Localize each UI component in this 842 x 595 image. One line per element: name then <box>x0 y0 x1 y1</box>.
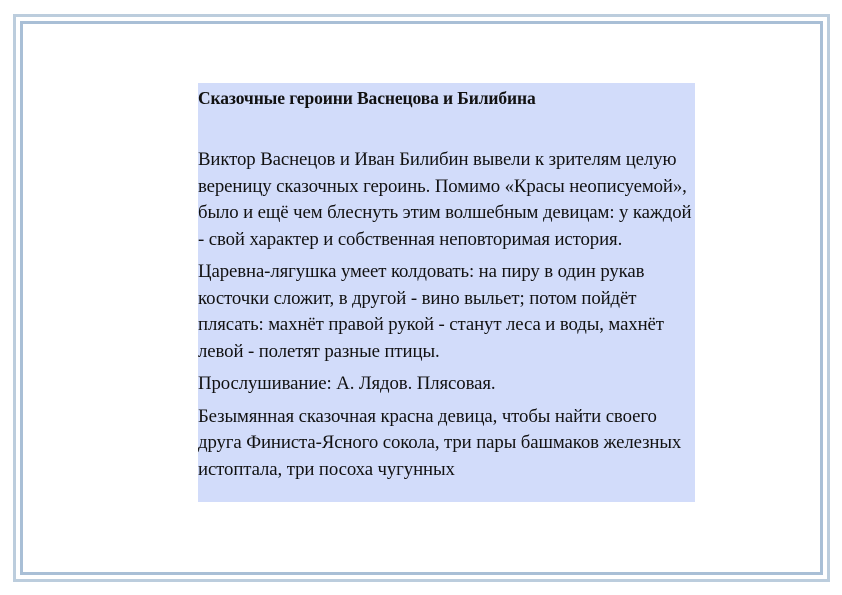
paragraph-listening: Прослушивание: А. Лядов. Плясовая. <box>198 373 496 394</box>
paragraph-frog-princess: Царевна-лягушка умеет колдовать: на пиру в один рукав косточки сложит, в другой - вино выльет; потом пойдёт плясать: махнёт правой рукой - станут леса и воды, махнёт левой - полетят разные птицы. <box>198 261 664 362</box>
paragraph-intro: Виктор Васнецов и Иван Билибин вывели к зрителям целую вереницу сказочных героинь. Помимо «Красы неописуемой», было и ещё чем блеснуть этим волшебным девицам: у каждой - свой характер и собственная неповторимая история. <box>198 149 692 250</box>
slide-title: Сказочные героини Васнецова и Билибина <box>198 88 536 108</box>
text-box <box>198 83 695 502</box>
paragraph-nameless-maiden: Безымянная сказочная красна девица, чтобы найти своего друга Финиста-Ясного сокола, три пары башмаков железных истоптала, три посоха чугунных <box>198 405 682 480</box>
